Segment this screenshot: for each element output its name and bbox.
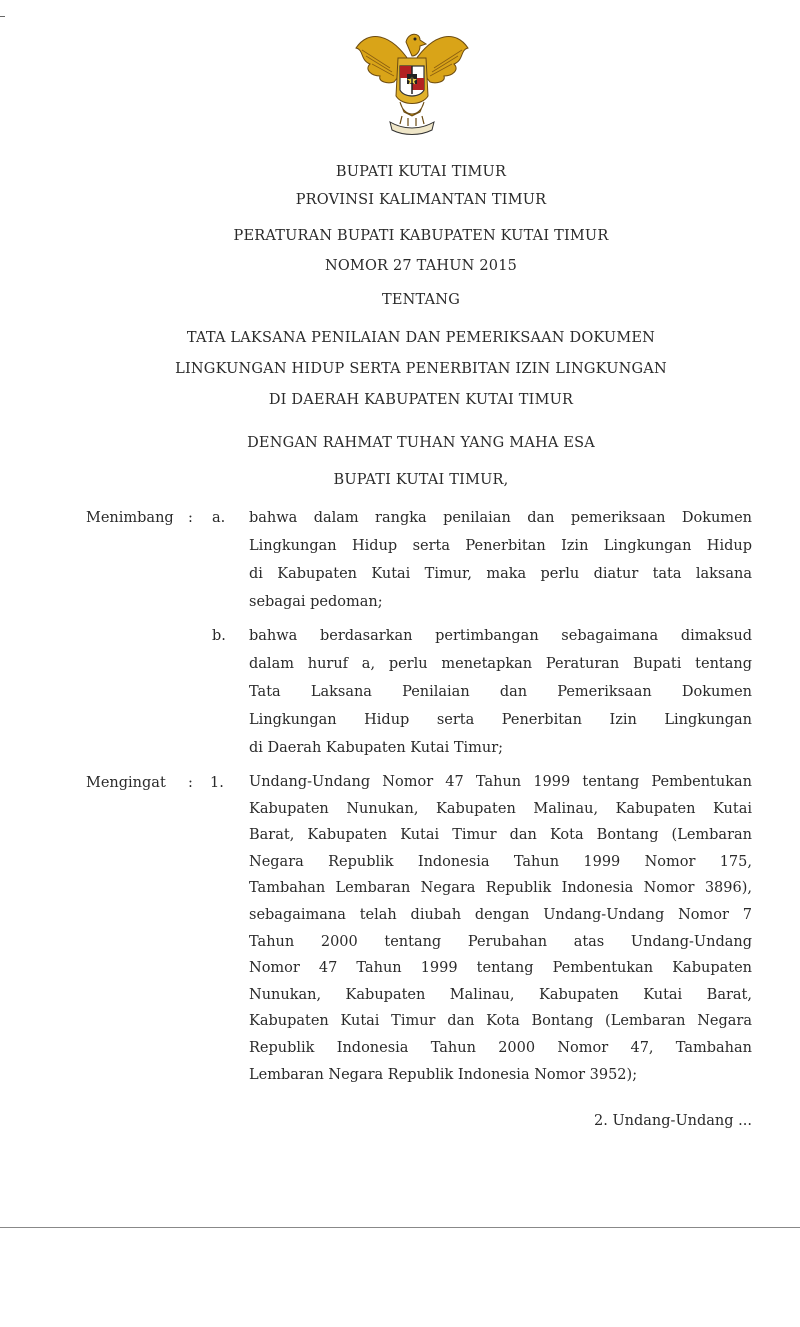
title-line-1: TATA LAKSANA PENILAIAN DAN PEMERIKSAAN DOKUMEN: [186, 330, 656, 346]
mengingat-colon: :: [188, 775, 193, 791]
menimbang-item-b-text: [249, 622, 752, 762]
issuer-line: BUPATI KUTAI TIMUR,: [333, 472, 509, 488]
menimbang-item-a-marker: a.: [212, 510, 226, 526]
about-heading: TENTANG: [382, 292, 460, 308]
text-line: Negara Republik Indonesia Tahun 1999 Nomor 175,: [249, 853, 752, 870]
regulation-heading: PERATURAN BUPATI KABUPATEN KUTAI TIMUR: [233, 228, 609, 244]
text-line: Republik Indonesia Tahun 2000 Nomor 47, Tambahan: [249, 1039, 752, 1056]
text-line: Tata Laksana Penilaian dan Pemeriksaan Dokumen: [249, 684, 752, 700]
text-line: bahwa berdasarkan pertimbangan sebagaimana dimaksud: [249, 628, 752, 644]
text-line: Kabupaten Kutai Timur dan Kota Bontang (Lembaran Negara: [249, 1013, 752, 1030]
garuda-emblem-icon: [350, 22, 474, 146]
text-line: Tahun 2000 tentang Perubahan atas Undang-Undang: [249, 933, 752, 950]
blessing-line: DENGAN RAHMAT TUHAN YANG MAHA ESA: [247, 435, 595, 451]
menimbang-label: Menimbang: [86, 510, 174, 526]
text-line: Undang-Undang Nomor 47 Tahun 1999 tentang Pembentukan: [249, 774, 752, 790]
menimbang-colon: :: [188, 510, 193, 526]
menimbang-item-b-marker: b.: [212, 628, 226, 644]
title-line-2: LINGKUNGAN HIDUP SERTA PENERBITAN IZIN LINGKUNGAN: [175, 361, 667, 377]
text-line: Nunukan, Kabupaten Malinau, Kabupaten Kutai Barat,: [249, 986, 752, 1003]
text-line: Tambahan Lembaran Negara Republik Indonesia Nomor 3896),: [249, 880, 752, 897]
text-line: Nomor 47 Tahun 1999 tentang Pembentukan Kabupaten: [249, 960, 752, 977]
menimbang-item-a-text: [249, 504, 752, 616]
text-line: bahwa dalam rangka penilaian dan pemeriksaan Dokumen: [249, 510, 752, 526]
province-heading: PROVINSI KALIMANTAN TIMUR: [295, 192, 547, 208]
text-line: dalam huruf a, perlu menetapkan Peraturan Bupati tentang: [249, 656, 752, 672]
page-continuation: 2. Undang-Undang ...: [594, 1113, 752, 1129]
text-line: sebagaimana telah diubah dengan Undang-Undang Nomor 7: [249, 906, 752, 923]
text-line: di Daerah Kabupaten Kutai Timur;: [249, 740, 504, 756]
text-line: Lingkungan Hidup serta Penerbitan Izin Lingkungan: [249, 712, 752, 728]
text-line: Kabupaten Nunukan, Kabupaten Malinau, Kabupaten Kutai: [249, 800, 752, 817]
mengingat-label: Mengingat: [86, 775, 166, 791]
mengingat-item-1-text: [249, 769, 752, 1088]
text-line: Barat, Kabupaten Kutai Timur dan Kota Bontang (Lembaran: [249, 827, 752, 844]
scan-speck: [0, 16, 5, 17]
text-line: di Kabupaten Kutai Timur, maka perlu diatur tata laksana: [249, 566, 752, 582]
office-heading: BUPATI KUTAI TIMUR: [335, 164, 507, 180]
text-line: sebagai pedoman;: [249, 594, 383, 610]
title-line-3: DI DAERAH KABUPATEN KUTAI TIMUR: [268, 392, 574, 408]
scan-edge-line: [0, 1227, 800, 1228]
text-line: Lingkungan Hidup serta Penerbitan Izin Lingkungan Hidup: [249, 538, 752, 554]
regulation-number: NOMOR 27 TAHUN 2015: [324, 258, 518, 274]
text-line: Lembaran Negara Republik Indonesia Nomor 3952);: [249, 1066, 638, 1083]
mengingat-item-1-marker: 1.: [210, 775, 224, 791]
